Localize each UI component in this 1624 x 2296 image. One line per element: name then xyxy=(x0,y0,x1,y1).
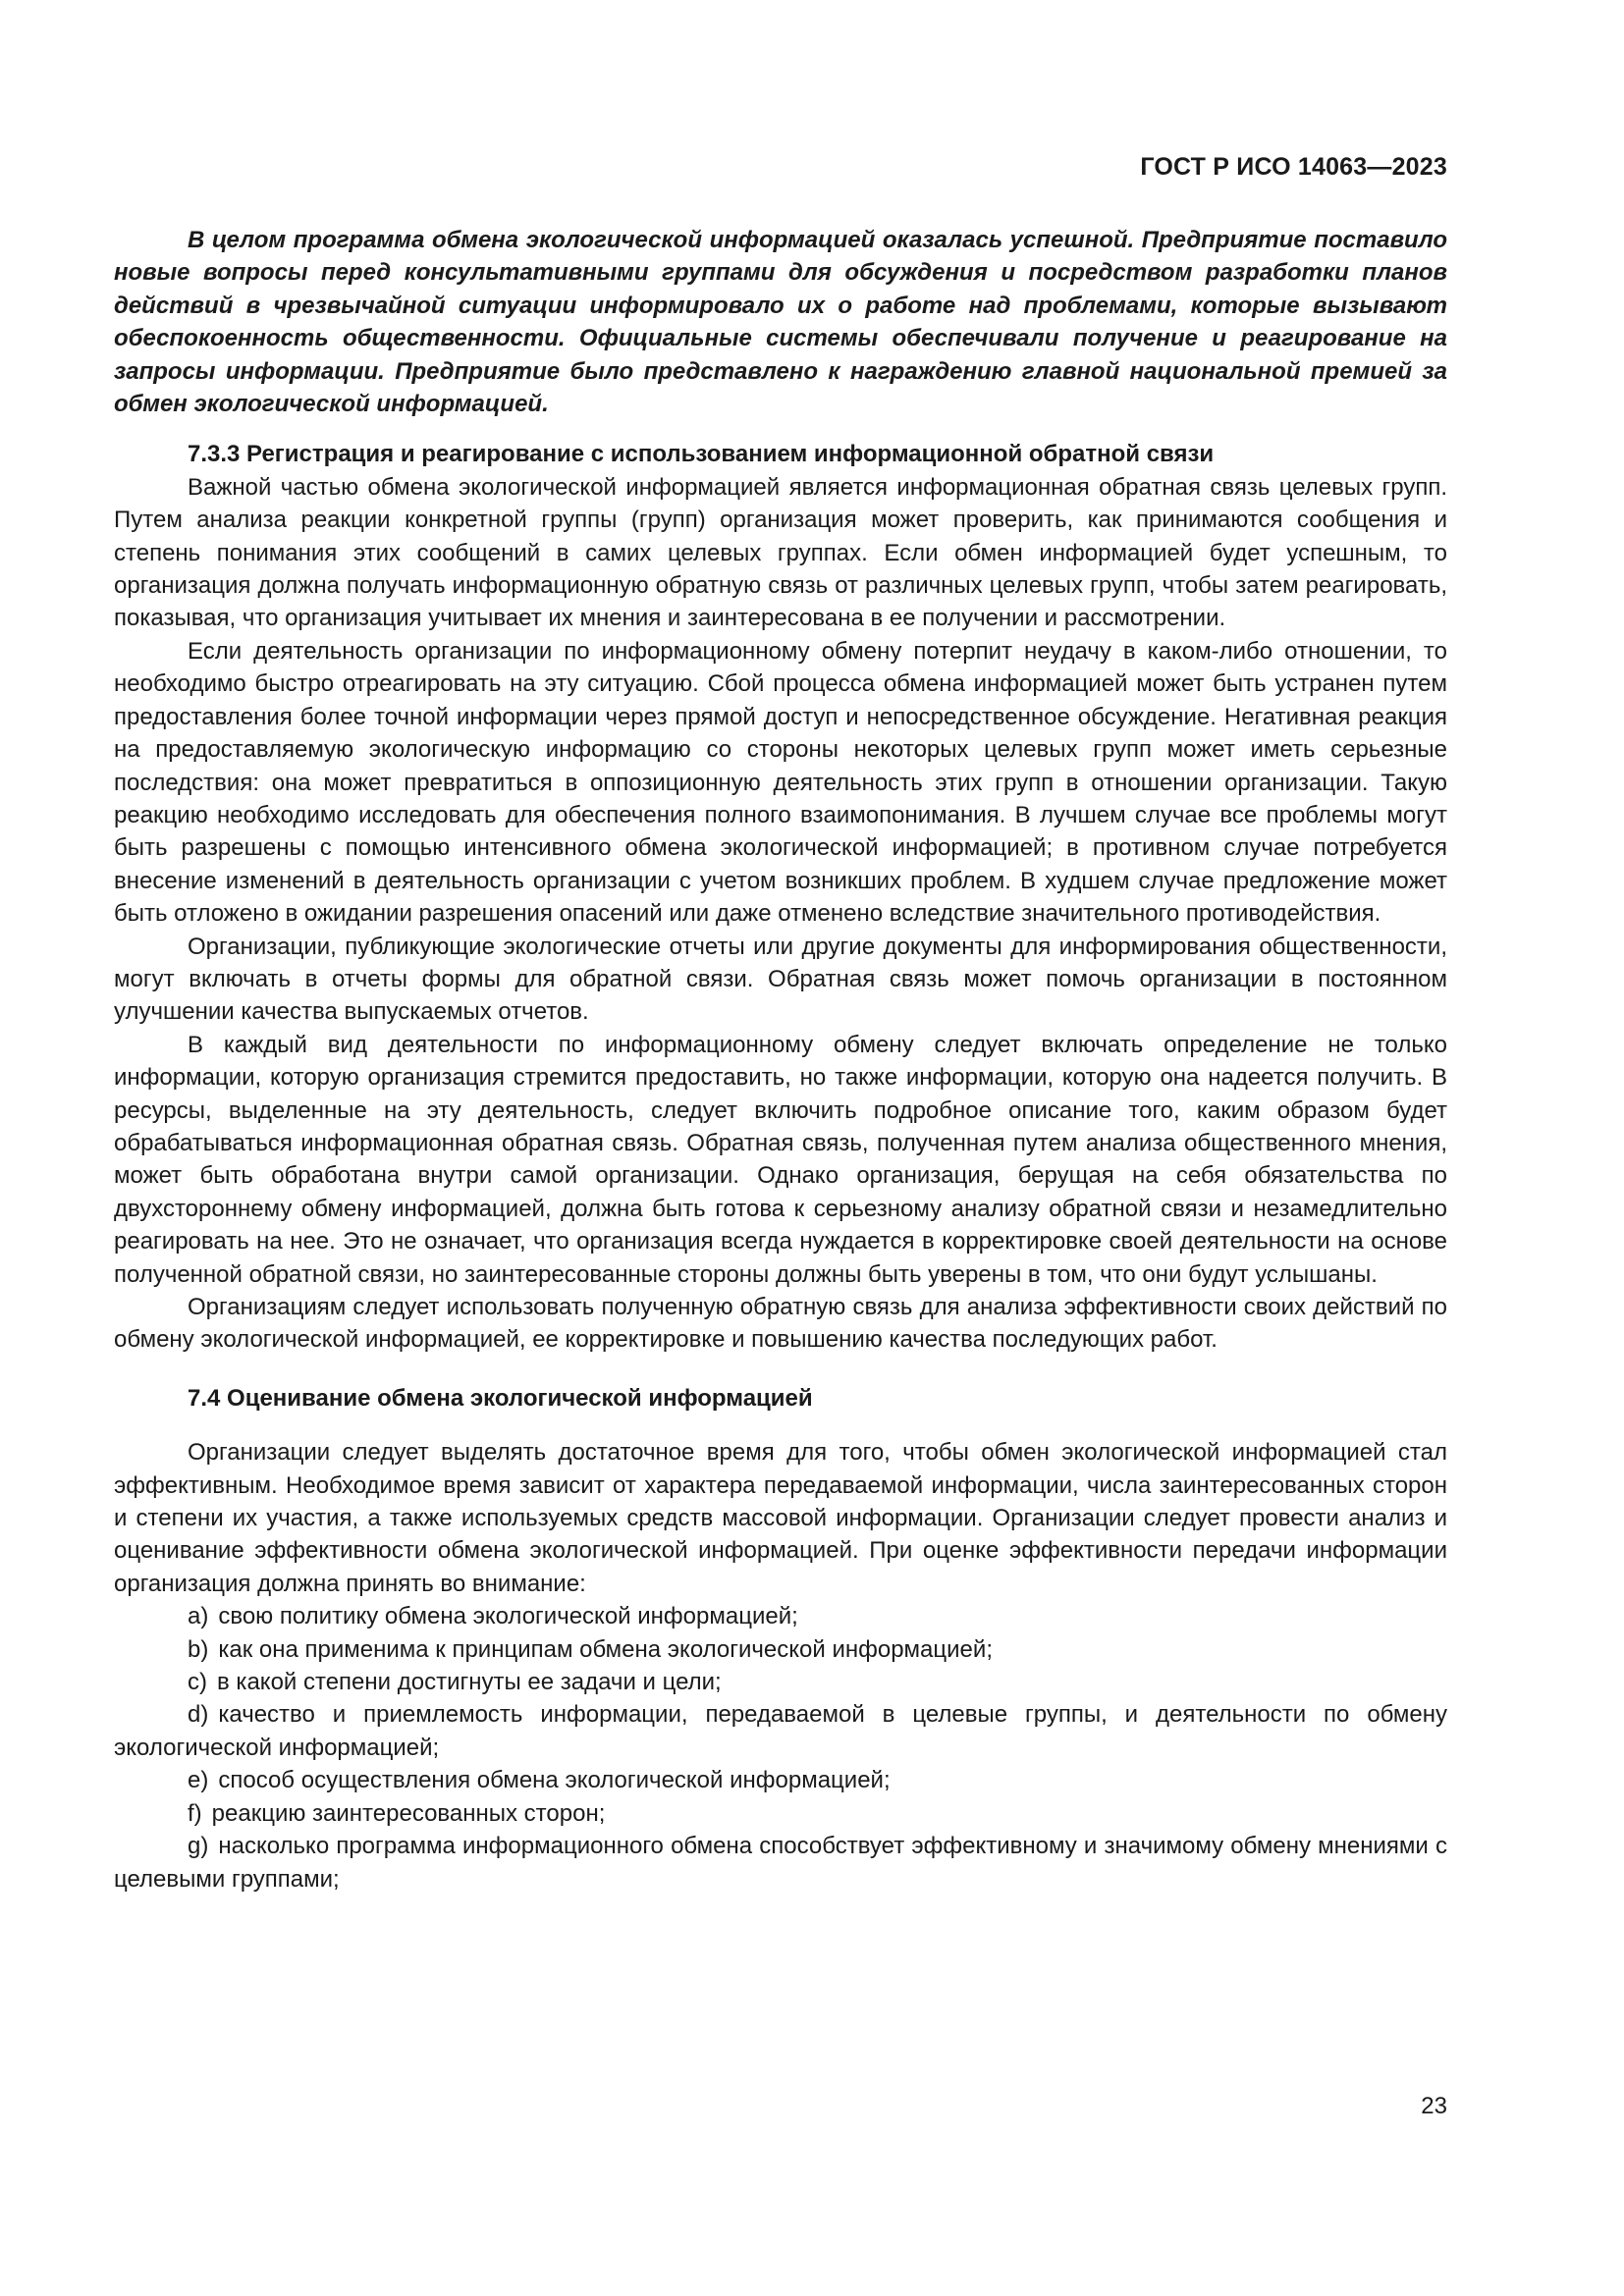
intro-paragraph: В целом программа обмена экологической информацией оказалась успешной. Предприятие поставило новые вопросы перед консультативными группами для обсуждения и посредством разработки планов действий в чрезвычайной ситуации информировало их о работе над проблемами, которые вызывают обеспокоенность общественности. Официальные системы обеспечивали получение и реагирование на запросы информации. Предприятие было представлено к награждению главной национальной премией за обмен экологической информацией. xyxy=(114,227,1447,418)
list-marker: a) xyxy=(188,1603,209,1630)
list-marker: c) xyxy=(188,1669,207,1696)
list-item-text: в какой степени достигнуты ее задачи и цели; xyxy=(217,1669,722,1696)
list-marker: e) xyxy=(188,1767,209,1794)
list-item xyxy=(114,1600,1447,1632)
list-item-text: реакцию заинтересованных сторон; xyxy=(211,1799,606,1827)
list-item xyxy=(114,1633,1447,1666)
paragraph: Организациям следует использовать полученную обратную связь для анализа эффективности своих действий по обмену экологической информацией, ее корректировке и повышению качества последующих работ. xyxy=(114,1294,1447,1354)
list-item xyxy=(114,1797,1447,1830)
section-heading-7-3-3: 7.3.3 Регистрация и реагирование с использованием информационной обратной связи xyxy=(188,441,1215,468)
paragraph: Организации следует выделять достаточное время для того, чтобы обмен экологической информацией стал эффективным. Необходимое время зависит от характера передаваемой информации, числа заинтересованных сторон и степени их участия, а также используемых средств массовой информации. Организации следует провести анализ и оценивание эффективности обмена экологической информацией. При оценке эффективности передачи информации организация должна принять во внимание: xyxy=(114,1439,1447,1597)
standard-designation: ГОСТ Р ИСО 14063—2023 xyxy=(1140,153,1447,181)
list-item xyxy=(114,1830,1447,1896)
list-marker: d) xyxy=(188,1701,209,1729)
list-item-text: насколько программа информационного обмена способствует эффективному и значимому обмену мнениями с целевыми группами; xyxy=(114,1833,1447,1893)
list-marker: f) xyxy=(188,1799,202,1827)
list-item-text: свою политику обмена экологической информацией; xyxy=(218,1603,798,1630)
evaluation-list xyxy=(114,1600,1447,1896)
list-item xyxy=(114,1698,1447,1764)
page-number: 23 xyxy=(1421,2093,1447,2119)
paragraph: Организации, публикующие экологические отчеты или другие документы для информирования общественности, могут включать в отчеты формы для обратной связи. Обратная связь может помочь организации в постоянном улучшении качества выпускаемых отчетов. xyxy=(114,933,1447,1026)
list-item xyxy=(114,1764,1447,1796)
list-item-text: качество и приемлемость информации, передаваемой в целевые группы, и деятельности по обмену экологической информацией; xyxy=(114,1701,1447,1761)
list-marker: g) xyxy=(188,1833,209,1860)
section-heading-7-4: 7.4 Оценивание обмена экологической информацией xyxy=(188,1384,813,1412)
paragraph: Если деятельность организации по информационному обмену потерпит неудачу в каком-либо отношении, то необходимо быстро отреагировать на эту ситуацию. Сбой процесса обмена информацией может быть устранен путем предоставления более точной информации через прямой доступ и непосредственное обсуждение. Негативная реакция на предоставляемую экологическую информацию со стороны некоторых целевых групп может иметь серьезные последствия: она может превратиться в оппозиционную деятельность этих групп в отношении организации. Такую реакцию необходимо исследовать для обеспечения полного взаимопонимания. В лучшем случае все проблемы могут быть разрешены с помощью интенсивного обмена экологической информацией; в противном случае потребуется внесение изменений в деятельность организации с учетом возникших проблем. В худшем случае предложение может быть отложено в ожидании разрешения опасений или даже отменено вследствие значительного противодействия. xyxy=(114,637,1447,928)
list-item-text: способ осуществления обмена экологической информацией; xyxy=(218,1767,891,1794)
list-marker: b) xyxy=(188,1635,209,1663)
paragraph: Важной частью обмена экологической информацией является информационная обратная связь целевых групп. Путем анализа реакции конкретной группы (групп) организация может проверить, как принимаются сообщения и степень понимания этих сообщений в самих целевых группах. Если обмен информацией будет успешным, то организация должна получать информационную обратную связь от различных целевых групп, чтобы затем реагировать, показывая, что организация учитывает их мнения и заинтересована в ее получении и рассмотрении. xyxy=(114,473,1447,632)
document-page xyxy=(114,0,1447,2296)
paragraph: В каждый вид деятельности по информационному обмену следует включать определение не только информации, которую организация стремится предоставить, но также информации, которую она надеется получить. В ресурсы, выделенные на эту деятельность, следует включить подробное описание того, каким образом будет обрабатываться информационная обратная связь. Обратная связь, полученная путем анализа общественного мнения, может быть обработана внутри самой организации. Однако организация, берущая на себя обязательства по двухстороннему обмену информацией, должна быть готова к серьезному анализу обратной связи и незамедлительно реагировать на нее. Это не означает, что организация всегда нуждается в корректировке своей деятельности на основе полученной обратной связи, но заинтересованные стороны должны быть уверены в том, что они будут услышаны. xyxy=(114,1031,1447,1288)
list-item-text: как она применима к принципам обмена экологической информацией; xyxy=(218,1635,993,1663)
page-content xyxy=(114,224,1447,1896)
list-item xyxy=(114,1666,1447,1698)
